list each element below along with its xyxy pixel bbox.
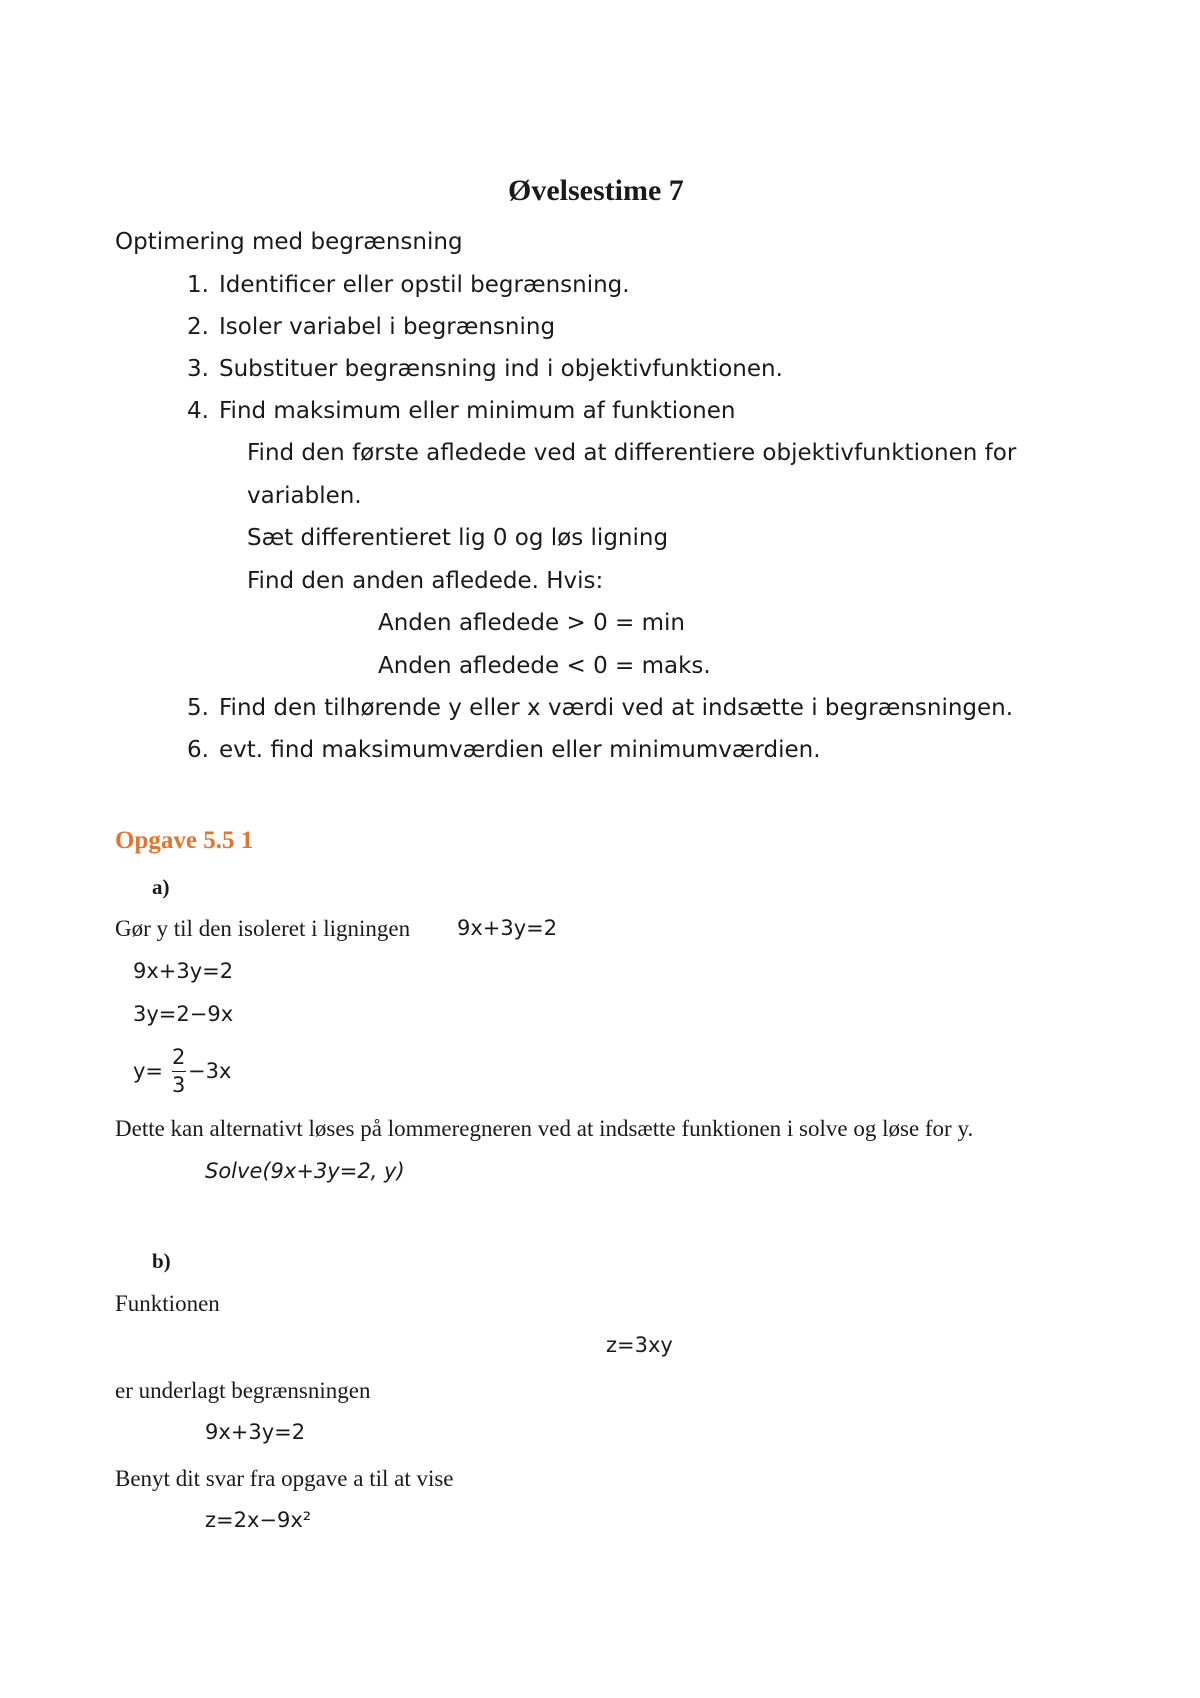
part-b-line3: Benyt dit svar fra opgave a til at vise [115,1466,454,1491]
step-4-detail: variablen. [247,483,362,509]
step-4-detail: Find den anden afledede. Hvis: [247,568,604,594]
equation-step: 3y=2−9x [133,1002,234,1026]
step-4 [187,400,736,423]
step-1 [187,274,630,297]
step-text: Find den tilhørende y eller x værdi ved at indsætte i begrænsningen. [219,695,1014,721]
page-title: Øvelsestime 7 [508,174,684,207]
step-text: evt. find maksimumværdien eller minimumværdien. [219,737,821,763]
fraction-rhs: −3x [188,1059,232,1083]
fraction [172,1047,188,1099]
part-a-prompt: Gør y til den isoleret i ligningen [115,916,411,941]
fraction-denominator: 3 [172,1073,186,1097]
condition-min: Anden afledede > 0 = min [378,610,685,636]
exercise-heading: Opgave 5.5 1 [115,827,254,854]
objective-function: z=3xy [606,1333,673,1357]
step-number: 6. [187,737,209,763]
step-text: Find maksimum eller minimum af funktionen [219,398,736,424]
step-number: 2. [187,314,209,340]
step-4-detail: Sæt differentieret lig 0 og løs ligning [247,525,669,551]
step-text: Substituer begrænsning ind i objektivfunktionen. [219,356,783,382]
equation-step: 9x+3y=2 [133,959,234,983]
intro-heading: Optimering med begrænsning [115,229,463,255]
fraction-bar [172,1071,186,1072]
step-number: 5. [187,695,209,721]
part-a-note: Dette kan alternativt løses på lommeregneren ved at indsætte funktionen i solve og løse for y. [115,1116,974,1141]
part-b-line1: Funktionen [115,1291,220,1316]
fraction-lhs: y= [133,1059,164,1083]
step-3 [187,358,783,381]
condition-max: Anden afledede < 0 = maks. [378,653,711,679]
part-a-prompt-equation: 9x+3y=2 [457,916,558,940]
step-5 [187,697,1013,720]
step-number: 1. [187,272,209,298]
step-4-detail: Find den første afledede ved at differentiere objektivfunktionen for [247,440,1017,466]
step-text: Identificer eller opstil begrænsning. [219,272,630,298]
part-b-line2: er underlagt begrænsningen [115,1378,371,1403]
result-equation: z=2x−9x² [205,1508,312,1532]
solve-command: Solve(9x+3y=2, y) [205,1159,405,1183]
part-a-label: a) [152,875,170,899]
step-text: Isoler variabel i begrænsning [219,314,556,340]
constraint-equation: 9x+3y=2 [205,1420,306,1444]
fraction-numerator: 2 [172,1045,186,1069]
step-6 [187,739,821,762]
step-number: 4. [187,398,209,424]
part-b-label: b) [152,1249,171,1273]
step-2 [187,316,555,339]
step-number: 3. [187,356,209,382]
